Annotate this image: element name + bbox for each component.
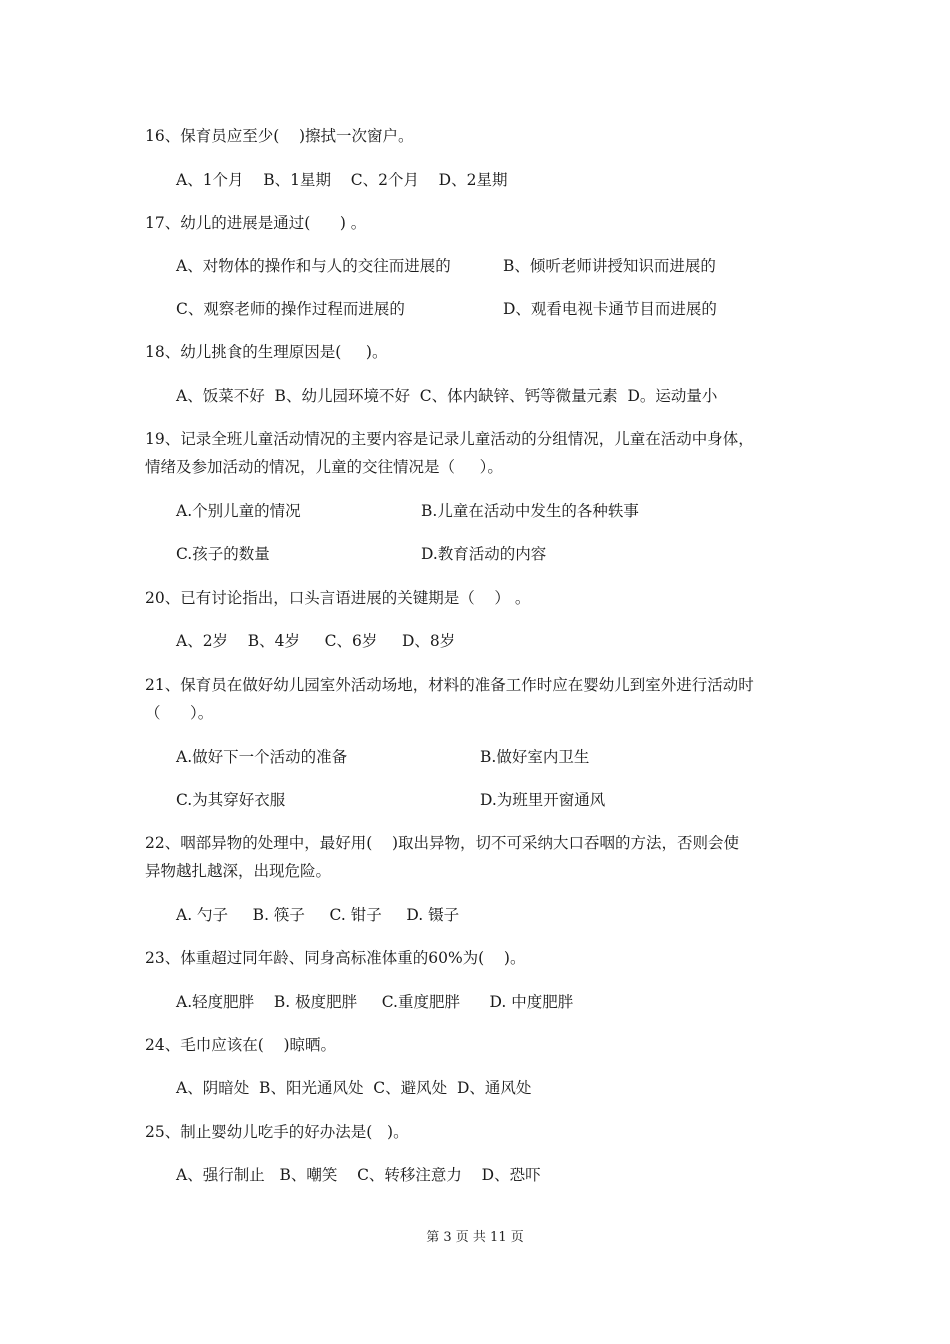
question-17-option-b: B、倾听老师讲授知识而进展的 xyxy=(503,257,716,275)
page-footer: 第 3 页 共 11 页 xyxy=(426,1230,524,1245)
question-20-options: A、2岁 B、4岁 C、6岁 D、8岁 xyxy=(176,632,456,650)
question-22-options: A. 勺子 B. 筷子 C. 钳子 D. 镊子 xyxy=(176,906,460,924)
question-16-options: A、1个月 B、1星期 C、2个月 D、2星期 xyxy=(176,171,508,189)
question-21-option-c: C.为其穿好衣服 xyxy=(176,791,286,809)
question-24-options: A、阴暗处 B、阳光通风处 C、避风处 D、通风处 xyxy=(176,1079,532,1097)
question-22-stem-line-2: 异物越扎越深，出现危险。 xyxy=(145,862,332,880)
question-25-stem: 25、制止婴幼儿吃手的好办法是( )。 xyxy=(145,1123,409,1141)
question-17-option-c: C、观察老师的操作过程而进展的 xyxy=(176,300,405,318)
question-16-stem: 16、保育员应至少( )擦拭一次窗户。 xyxy=(145,127,414,145)
question-21-stem-line-2: （ ）。 xyxy=(145,704,214,722)
question-19-stem-line-1: 19、记录全班儿童活动情况的主要内容是记录儿童活动的分组情况，儿童在活动中身体， xyxy=(145,430,754,448)
question-18-stem: 18、幼儿挑食的生理原因是( )。 xyxy=(145,343,388,361)
question-25-options: A、强行制止 B、嘲笑 C、转移注意力 D、恐吓 xyxy=(176,1166,541,1184)
question-19-option-d: D.教育活动的内容 xyxy=(421,545,547,563)
question-21-option-a: A.做好下一个活动的准备 xyxy=(176,748,348,766)
question-21-stem-line-1: 21、保育员在做好幼儿园室外活动场地，材料的准备工作时应在婴幼儿到室外进行活动时 xyxy=(145,676,754,694)
question-24-stem: 24、毛巾应该在( )晾晒。 xyxy=(145,1036,337,1054)
question-17-option-a: A、对物体的操作和与人的交往而进展的 xyxy=(176,257,451,275)
question-23-options: A.轻度肥胖 B. 极度肥胖 C.重度肥胖 D. 中度肥胖 xyxy=(176,993,574,1011)
question-21-option-b: B.做好室内卫生 xyxy=(480,748,590,766)
question-19-option-a: A.个别儿童的情况 xyxy=(176,502,301,520)
question-22-stem-line-1: 22、咽部异物的处理中，最好用( )取出异物，切不可采纳大口吞咽的方法，否则会使 xyxy=(145,834,740,852)
question-19-option-b: B.儿童在活动中发生的各种轶事 xyxy=(421,502,639,520)
question-23-stem: 23、体重超过同年龄、同身高标准体重的60%为( )。 xyxy=(145,949,526,967)
question-17-stem: 17、幼儿的进展是通过( ) 。 xyxy=(145,214,367,232)
question-19-stem-line-2: 情绪及参加活动的情况，儿童的交往情况是（ ）。 xyxy=(145,458,503,476)
question-17-option-d: D、观看电视卡通节目而进展的 xyxy=(503,300,717,318)
question-18-options: A、饭菜不好 B、幼儿园环境不好 C、体内缺锌、钙等微量元素 D。运动量小 xyxy=(176,387,718,405)
question-21-option-d: D.为班里开窗通风 xyxy=(480,791,606,809)
question-19-option-c: C.孩子的数量 xyxy=(176,545,270,563)
question-20-stem: 20、已有讨论指出，口头言语进展的关键期是（ ） 。 xyxy=(145,589,531,607)
